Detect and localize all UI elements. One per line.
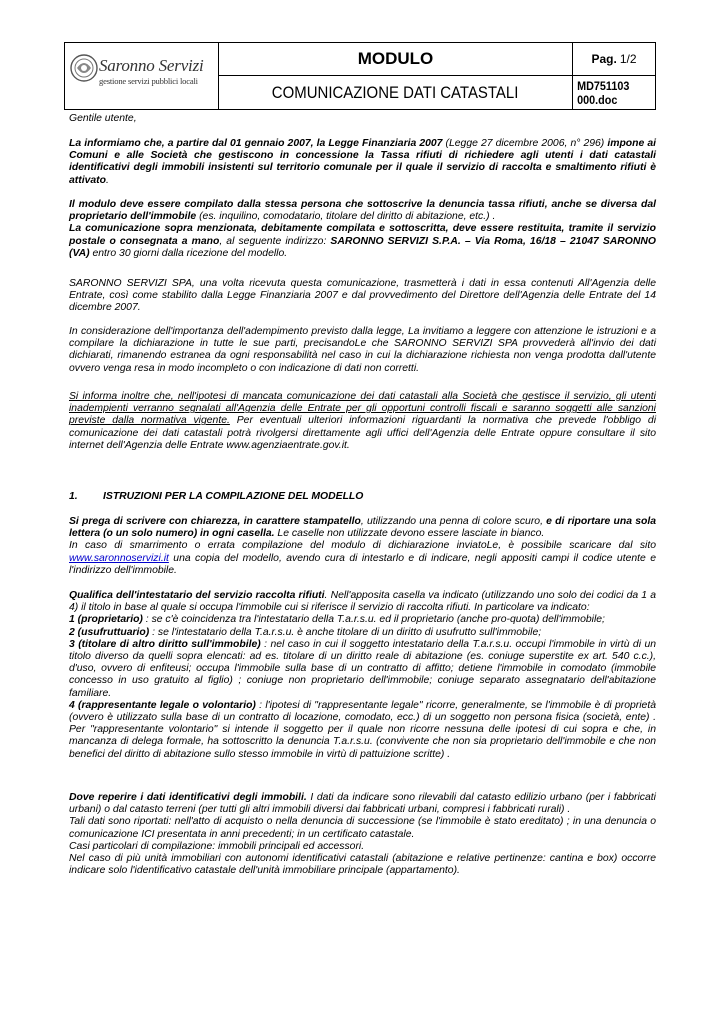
logo-name: Saronno Servizi xyxy=(99,56,204,75)
list-item: 2 (usufruttuario) : se l'intestatario della T.a.r.s.u. è anche titolare di un diritto di usufrutto sull'immobile; xyxy=(69,626,542,638)
document-header xyxy=(64,42,656,110)
website-link[interactable]: www.saronnoservizi.it xyxy=(69,552,169,564)
document-code: MD751103 000.doc xyxy=(577,78,630,107)
paragraph-instructions: Il modulo deve essere compilato dalla stessa persona che sottoscrive la denuncia tassa rifiuti, anche se diversa dal proprietario dell'immobile (es. inquilino, comodatario, titolare del diritto di abitazione, etc.) . La comunicazione sopra menzionata, debitamente compilata e sottoscritta, deve essere restituita, tramite il servizio postale o consegnata a mano, al seguente indirizzo: SARONNO SERVIZI S.P.A. – Via Roma, 16/18 – 21047 SARONNO (VA) entro 30 giorni dalla ricezione del modello. xyxy=(69,199,656,259)
document-subtitle: COMUNICAZIONE DATI CATASTALI xyxy=(219,76,573,109)
section-heading: 1. ISTRUZIONI PER LA COMPILAZIONE DEL MODELLO xyxy=(69,491,364,502)
paragraph-dove-reperire: Dove reperire i dati identificativi degli immobili. I dati da indicare sono rilevabili dal catasto edilizio urbano (per i fabbricati urbani) o dal catasto terreni (per tutti gli altri immobili diversi dai fabbricati urbani, compresi i fabbricati rurali) . Tali dati sono riportati: nell'atto di acquisto o nella denuncia di successione (se l'immobile è stato ereditato) ; in una denuncia o comunicazione ICI presentata in anni precedenti; in un certificato catastale. Casi particolari di compilazione: immobili principali ed accessori. Nel caso di più unità immobiliari con autonomi identificativi catastali (abitazione e relative pertinenze: cantina e box) occorre indicare solo l'identificativo catastale dell'unità immobiliare principale (appartamento). xyxy=(69,792,656,877)
paragraph-sanctions: Si informa inoltre che, nell'ipotesi di mancata comunicazione dei dati catastali alla Società che gestisce il servizio, gli utenti inadempienti verranno segnalati all'Agenzia delle Entrate per gli opportuni controlli fiscali e saranno soggetti alle sanzioni previste dalla normativa vigente. Per eventuali ulteriori informazioni riguardanti la normativa che prevede l'obbligo di comunicazione dei dati catastali potrà rivolgersi direttamente agli uffici dell'Agenzia delle Entrate oppure consultare il sito internet dell'Agenzia delle Entrate www.agenziaentrate.gov.it. xyxy=(69,391,657,451)
page-number: Pag. 1/2 xyxy=(573,43,655,76)
company-logo xyxy=(65,43,219,109)
paragraph-writing-rules: Si prega di scrivere con chiarezza, in carattere stampatello, utilizzando una penna di colore scuro, e di riportare una sola lettera (o un solo numero) in ogni casella. Le caselle non utilizzate devono essere lasciate in bianco. In caso di smarrimento o errata compilazione del modulo di dichiarazione inviatoLe, è possibile scaricare dal sito www.saronnoservizi.it una copia del modello, avendo cura di intestarlo e di indicare, negli appositi campi il codice utente e l'indirizzo dell'immobile. xyxy=(69,516,656,576)
paragraph-qualifica: Qualifica dell'intestatario del servizio raccolta rifiuti. Nell'apposita casella va indicato (utilizzando uno solo dei codici da 1 a 4) il titolo in base al quale si occupa l'immobile cui si riferisce il servizio di raccolta rifiuti. In particolare va indicato: 1 (proprietario) : se c'è coincidenza tra l'intestatario della T.a.r.s.u. ed il proprietario (anche pro-quota) dell'immobile; 2 (usufruttuario) : se l'intestatario della T.a.r.s.u. è anche titolare di un diritto di usufrutto sull'immobile; 3 (titolare di altro diritto sull'immobile) : nel caso in cui il soggetto intestatario della T.a.r.s.u. occupi l'immobile in virtù di un titolo diverso da quelli sopra elencati: ad es. titolare di un diritto reale di abitazione (es. coniuge superstite ex art. 540 c.c.), d'uso, ovvero di enfiteusi; occupa l'immobile sulla base di un contratto di affitto; detiene l'immobile in comodato (immobile concesso in uso gratuito al figlio) ; coniuge non proprietario dell'immobile; coniuge separato assegnatario dell'abitazione familiare. 4 (rappresentante legale o volontario) : l'ipotesi di "rappresentante legale" ricorre, generalmente, se l'immobile è di proprietà (ovvero è utilizzato sulla base di un contratto di locazione, comodato, ecc.) di un soggetto non persona fisica (società, ente) . Per "rappresentante volontario" si intende il soggetto per il quale non ricorre nessuna delle ipotesi di cui sopra e che, in mancanza di delega formale, ha sottoscritto la denuncia T.a.r.s.u. (convivente che non sia proprietario dell'immobile e che non benefici del diritto di abitazione sullo stesso immobile in virtù di pattuizione scritte) . xyxy=(69,590,657,760)
greeting: Gentile utente, xyxy=(69,113,137,124)
paragraph-transmission: SARONNO SERVIZI SPA, una volta ricevuta questa comunicazione, trasmetterà i dati in essa contenuti All'Agenzia delle Entrate, così come stabilito dalla Legge Finanziaria 2007 e dal provvedimento del Direttore dell'Agenzia delle Entrate del 14 dicembre 2007. xyxy=(69,278,656,314)
list-item: 4 (rappresentante legale o volontario) : l'ipotesi di "rappresentante legale" ricorre, generalmente, se l'immobile è di proprietà (ovvero è utilizzato sulla base di un contratto di locazione, comodato, ecc.) di un soggetto non persona fisica (società, ente) . Per "rappresentante volontario" si intende il soggetto per il quale non ricorre nessuna delle ipotesi di cui sopra e che, in mancanza di delega formale, ha sottoscritto la denuncia T.a.r.s.u. (convivente che non sia proprietario dell'immobile e che non benefici del diritto di abitazione sullo stesso immobile in virtù di pattuizione scritte) . xyxy=(69,699,656,760)
logo-subtitle: gestione servizi pubblici locali xyxy=(99,76,198,86)
paragraph-intro: La informiamo che, a partire dal 01 gennaio 2007, la Legge Finanziaria 2007 (Legge 27 dicembre 2006, n° 296) impone ai Comuni e alle Società che gestiscono in concessione la Tassa rifiuti di richiedere agli utenti i dati catastali identificativi degli immobili insistenti sul territorio comunale per il quale il servizio di raccolta e smaltimento rifiuti è attivato. xyxy=(69,138,656,186)
logo-emblem-icon xyxy=(69,53,99,83)
paragraph-importance: In considerazione dell'importanza dell'adempimento previsto dalla legge, La invitiamo a leggere con attenzione le istruzioni e a compilare la dichiarazione in tutte le sue parti, precisandoLe che SARONNO SERVIZI SPA provvederà all'invio dei dati dichiarati, rimanendo estranea da ogni responsabilità nel caso in cui la dichiarazione richiesta non venga prodotta dall'utente ovvero venga resa in modo incompleto o con indicazione di dati non corretti. xyxy=(69,326,656,374)
list-item: 1 (proprietario) : se c'è coincidenza tra l'intestatario della T.a.r.s.u. ed il proprietario (anche pro-quota) dell'immobile; xyxy=(69,614,605,626)
list-item: 3 (titolare di altro diritto sull'immobile) : nel caso in cui il soggetto intestatario della T.a.r.s.u. occupi l'immobile in virtù di un titolo diverso da quelli sopra elencati: ad es. titolare di un diritto reale di abitazione (es. coniuge superstite ex art. 540 c.c.), d'uso, ovvero di enfiteusi; occupa l'immobile sulla base di un contratto di affitto; detiene l'immobile in comodato (immobile concesso in uso gratuito al figlio) ; coniuge non proprietario dell'immobile; coniuge separato assegnatario dell'abitazione familiare. xyxy=(69,638,657,699)
document-title: MODULO xyxy=(219,43,573,76)
